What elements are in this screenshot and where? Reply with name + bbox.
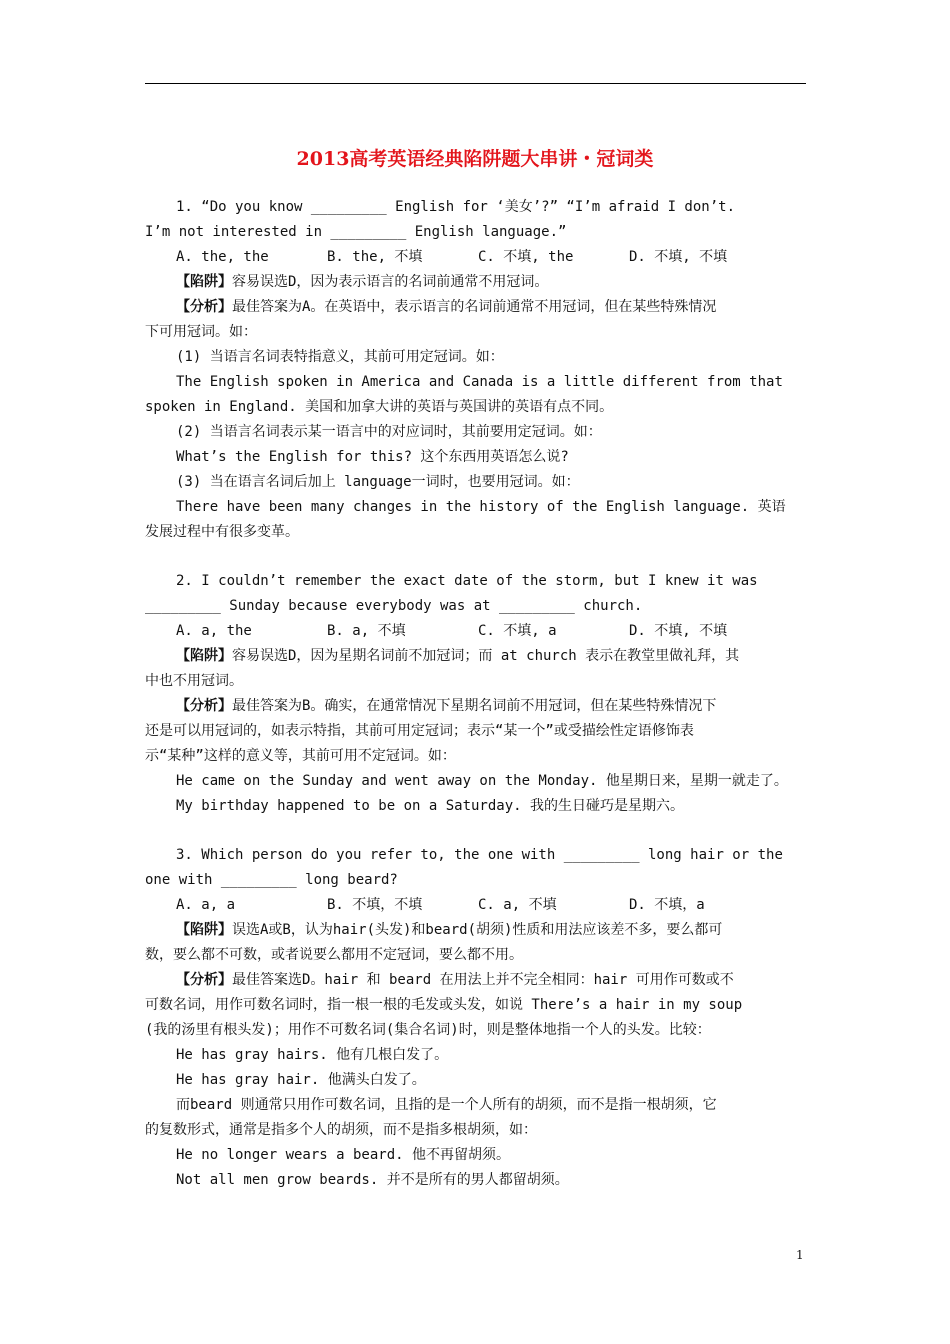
q1-example-2: What’s the English for this? 这个东西用英语怎么说? bbox=[176, 449, 569, 465]
q3-example-1: He has gray hairs. 他有几根白发了。 bbox=[176, 1047, 449, 1063]
analysis-label: 【分析】 bbox=[176, 972, 232, 988]
q3-option-a: A. a, a bbox=[176, 897, 236, 913]
q3-analysis-text-1: 最佳答案选D。hair 和 beard 在用法上并不完全相同：hair 可用作可数或不 bbox=[232, 972, 734, 988]
q1-stem-line-2: I’m not interested in _________ English language.” bbox=[145, 224, 567, 240]
q3-stem-line-1: 3. Which person do you refer to, the one with _________ long hair or the bbox=[176, 847, 783, 863]
q3-example-2: He has gray hair. 他满头白发了。 bbox=[176, 1072, 426, 1088]
q2-analysis-text-1: 最佳答案为B。确实，在通常情况下星期名词前不用冠词，但在某些特殊情况下 bbox=[232, 698, 717, 714]
q1-option-d: D. 不填, 不填 bbox=[629, 249, 728, 265]
q1-options bbox=[176, 247, 727, 267]
q3-trap-text-1: 误选A或B，认为hair(头发)和beard(胡须)性质和用法应该差不多，要么都可 bbox=[232, 922, 723, 938]
q2-analysis-line-3: 示“某种”这样的意义等，其前可用不定冠词。如： bbox=[145, 748, 456, 764]
page-title: 2013高考英语经典陷阱题大串讲・冠词类 bbox=[296, 148, 654, 170]
q3-analysis-line-2: 可数名词，用作可数名词时，指一根一根的毛发或头发，如说 There’s a hair in my soup bbox=[145, 997, 743, 1013]
q3-example-4: Not all men grow beards. 并不是所有的男人都留胡须。 bbox=[176, 1172, 569, 1188]
q2-analysis bbox=[176, 696, 716, 716]
q2-trap bbox=[176, 646, 739, 666]
q1-analysis-text-1: 最佳答案为A。在英语中，表示语言的名词前通常不用冠词，但在某些特殊情况 bbox=[232, 299, 717, 315]
q1-example-1b: spoken in England. 美国和加拿大讲的英语与英国讲的英语有点不同。 bbox=[145, 399, 614, 415]
q3-option-b: B. 不填，不填 bbox=[327, 897, 423, 913]
q1-example-3b: 发展过程中有很多变革。 bbox=[145, 524, 299, 540]
q1-point-2: (2) 当语言名词表示某一语言中的对应词时，其前要用定冠词。如： bbox=[176, 424, 602, 440]
q2-example-2: My birthday happened to be on a Saturday. 我的生日碰巧是星期六。 bbox=[176, 798, 685, 814]
q2-option-d: D. 不填, 不填 bbox=[629, 623, 728, 639]
q1-option-b: B. the, 不填 bbox=[327, 249, 423, 265]
q1-point-3: (3) 当在语言名词后加上 language一词时，也要用冠词。如： bbox=[176, 474, 580, 490]
header-rule bbox=[145, 83, 806, 84]
q1-trap-text: 容易误选D，因为表示语言的名词前通常不用冠词。 bbox=[232, 274, 549, 290]
q3-option-c: C. a, 不填 bbox=[478, 897, 557, 913]
q1-point-1: (1) 当语言名词表特指意义，其前可用定冠词。如： bbox=[176, 349, 504, 365]
q2-option-a: A. a, the bbox=[176, 623, 252, 639]
q1-option-a: A. the, the bbox=[176, 249, 269, 265]
q2-trap-text-1: 容易误选D，因为星期名词前不加冠词；而 at church 表示在教堂里做礼拜，其 bbox=[232, 648, 740, 664]
q3-trap bbox=[176, 920, 722, 940]
q1-example-3a: There have been many changes in the history of the English language. 英语 bbox=[176, 499, 786, 515]
analysis-label: 【分析】 bbox=[176, 698, 232, 714]
trap-label: 【陷阱】 bbox=[176, 922, 232, 938]
q3-stem-line-2: one with _________ long beard? bbox=[145, 872, 398, 888]
q3-paragraph-line-1: 而beard 则通常只用作可数名词，且指的是一个人所有的胡须，而不是指一根胡须，它 bbox=[176, 1097, 717, 1113]
q2-example-1: He came on the Sunday and went away on the Monday. 他星期日来，星期一就走了。 bbox=[176, 773, 788, 789]
q3-options bbox=[176, 895, 705, 915]
trap-label: 【陷阱】 bbox=[176, 274, 232, 290]
q2-stem-line-1: 2. I couldn’t remember the exact date of the storm, but I knew it was bbox=[176, 573, 758, 589]
q2-stem-line-2: _________ Sunday because everybody was at _________ church. bbox=[145, 598, 643, 614]
q1-trap bbox=[176, 272, 548, 292]
q1-analysis-line-2: 下可用冠词。如： bbox=[145, 324, 257, 340]
page-number: 1 bbox=[796, 1248, 804, 1262]
q2-analysis-line-2: 还是可以用冠词的，如表示特指，其前可用定冠词；表示“某一个”或受描绘性定语修饰表 bbox=[145, 723, 694, 739]
q3-analysis bbox=[176, 970, 734, 990]
q2-option-c: C. 不填, a bbox=[478, 623, 557, 639]
q3-option-d: D. 不填，a bbox=[629, 897, 705, 913]
q3-paragraph-line-2: 的复数形式，通常是指多个人的胡须，而不是指多根胡须，如： bbox=[145, 1122, 537, 1138]
q3-analysis-line-3: (我的汤里有根头发)；用作不可数名词(集合名词)时，则是整体地指一个人的头发。比较： bbox=[145, 1022, 711, 1038]
q1-option-c: C. 不填, the bbox=[478, 249, 574, 265]
q2-options bbox=[176, 621, 727, 641]
analysis-label: 【分析】 bbox=[176, 299, 232, 315]
q3-example-3: He no longer wears a beard. 他不再留胡须。 bbox=[176, 1147, 511, 1163]
q1-stem-line-1: 1. “Do you know _________ English for ‘美女’?” “I’m afraid I don’t. bbox=[176, 199, 736, 215]
q1-example-1a: The English spoken in America and Canada is a little different from that bbox=[176, 374, 783, 390]
q2-option-b: B. a, 不填 bbox=[327, 623, 406, 639]
q1-analysis bbox=[176, 297, 716, 317]
q2-trap-line-2: 中也不用冠词。 bbox=[145, 673, 243, 689]
trap-label: 【陷阱】 bbox=[176, 648, 232, 664]
q3-trap-line-2: 数，要么都不可数，或者说要么都用不定冠词，要么都不用。 bbox=[145, 947, 523, 963]
